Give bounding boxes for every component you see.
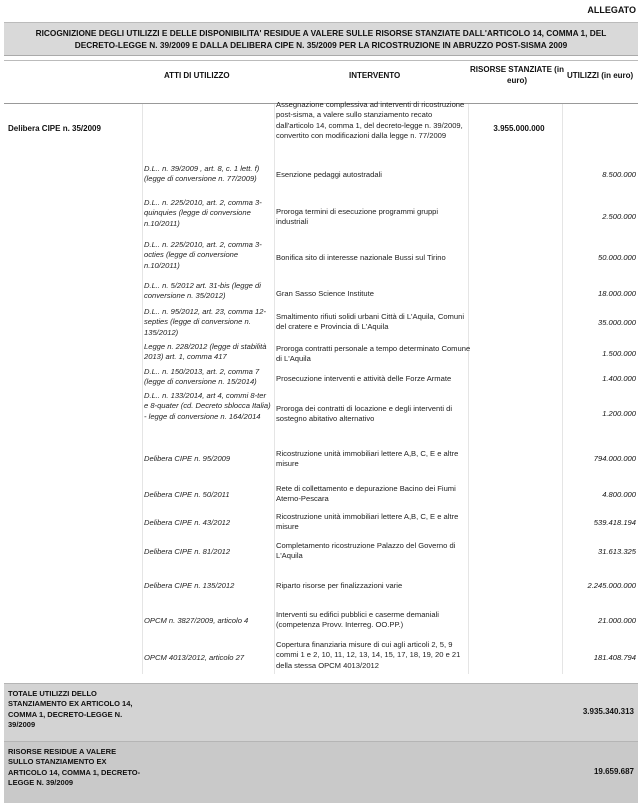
- row-utilizzi: 4.800.000: [602, 490, 636, 499]
- row-intervento: Esenzione pedaggi autostradali: [276, 170, 382, 179]
- row-utilizzi: 50.000.000: [597, 253, 636, 262]
- row-atti: D.L.. n. 150/2013, art. 2, comma 7 (legge di conversione n. 15/2014): [144, 367, 260, 387]
- row-intervento: Gran Sasso Science Institute: [276, 289, 374, 298]
- row-intervento: Ricostruzione unità immobiliari lettere A,B, C, E e altre misure: [276, 512, 459, 532]
- row-intervento: Smaltimento rifiuti solidi urbani Città di L'Aquila, Comuni del cratere e Provincia di L'Aquila: [276, 312, 465, 332]
- row-atti: D.L.. n. 225/2010, art. 2, comma 3-octies (legge di conversione n.10/2011): [144, 240, 262, 270]
- row-utilizzi: 181.408.794: [593, 653, 636, 662]
- row-atti: Delibera CIPE n. 43/2012: [144, 518, 231, 527]
- row-intervento: Riparto risorse per finalizzazioni varie: [276, 581, 403, 590]
- table-header: [4, 60, 638, 104]
- row-intervento: Rete di collettamento e depurazione Bacino dei Fiumi Aterno-Pescara: [276, 484, 456, 504]
- allegato-label: ALLEGATO: [587, 5, 636, 15]
- row-atti: D.L.. n. 133/2014, art 4, commi 8-ter e 8-quater (cd. Decreto sblocca Italia) - legge di conversione n. 164/2014: [144, 391, 271, 421]
- row-atti: Legge n. 228/2012 (legge di stabilità 2013) art. 1, comma 417: [144, 342, 267, 362]
- row-intervento: Prosecuzione interventi e attività delle Forze Armate: [276, 374, 452, 383]
- row-atti: Delibera CIPE n. 50/2011: [144, 490, 230, 499]
- row-utilizzi: 794.000.000: [593, 454, 636, 463]
- row-atti: OPCM n. 3827/2009, articolo 4: [144, 616, 249, 625]
- row-utilizzi: 35.000.000: [597, 318, 636, 327]
- row-atti: D.L.. n. 39/2009 , art. 8, c. 1 lett. f) (legge di conversione n. 77/2009): [144, 164, 260, 184]
- document-title: [4, 22, 638, 56]
- row-intervento: Interventi su edifici pubblici e caserme demaniali (competenza Provv. Interreg. OO.PP.): [276, 610, 439, 630]
- total-utilizzi-label: TOTALE UTILIZZI DELLO STANZIAMENTO EX ARTICOLO 14, COMMA 1, DECRETO-LEGGE N. 39/2009: [8, 689, 133, 730]
- row-atti: D.L.. n. 95/2012, art. 23, comma 12-septies (legge di conversione n. 135/2012): [144, 307, 266, 337]
- row-intervento: Completamento ricostruzione Palazzo del Governo di L'Aquila: [276, 541, 456, 561]
- header-utilizzi: UTILIZZI (in euro): [567, 71, 634, 80]
- row-intervento: Bonifica sito di interesse nazionale Bussi sul Tirino: [276, 253, 446, 262]
- row-utilizzi: 31.613.325: [597, 547, 636, 556]
- risorse-residue-row: [4, 741, 638, 803]
- row-utilizzi: 539.418.194: [593, 518, 636, 527]
- row-intervento: Proroga contratti personale a tempo determinato Comune di L'Aquila: [276, 344, 471, 364]
- row-atti: Delibera CIPE n. 81/2012: [144, 547, 231, 556]
- row-intervento: Proroga dei contratti di locazione e degli interventi di sostegno abitativo alternativo: [276, 404, 453, 424]
- row-utilizzi: 2.500.000: [602, 212, 636, 221]
- row-atti: OPCM 4013/2012, articolo 27: [144, 653, 245, 662]
- main-row-atti: Delibera CIPE n. 35/2009: [8, 124, 101, 133]
- row-atti: Delibera CIPE n. 135/2012: [144, 581, 235, 590]
- row-atti: D.L.. n. 225/2010, art. 2, comma 3-quinquies (legge di conversione n.10/2011): [144, 198, 262, 228]
- table-body: [4, 100, 638, 674]
- main-row-risorse: 3.955.000.000: [493, 124, 545, 133]
- header-intervento: INTERVENTO: [349, 71, 401, 80]
- row-atti: Delibera CIPE n. 95/2009: [144, 454, 231, 463]
- row-utilizzi: 18.000.000: [597, 289, 636, 298]
- row-utilizzi: 21.000.000: [597, 616, 636, 625]
- row-atti: D.L.. n. 5/2012 art. 31-bis (legge di conversione n. 35/2012): [144, 281, 261, 301]
- row-intervento: Copertura finanziaria misure di cui agli articoli 2, 5, 9 commi 1 e 2, 10, 11, 12, 13, 14, 15, 17, 18, 19, 20 e 21 della stessa OPCM 4013/2012: [276, 640, 461, 670]
- risorse-residue-value: 19.659.687: [593, 767, 634, 776]
- title-line-1: RICOGNIZIONE DEGLI UTILIZZI E DELLE DISPONIBILITA' RESIDUE A VALERE SULLE RISORSE STANZIATE DALL'ARTICOLO 14, COMMA 1, DEL: [35, 27, 607, 38]
- total-utilizzi-row: [4, 683, 638, 741]
- header-atti: ATTI DI UTILIZZO: [164, 71, 230, 80]
- total-utilizzi-value: 3.935.340.313: [582, 707, 634, 716]
- row-utilizzi: 1.400.000: [602, 374, 636, 383]
- row-intervento: Ricostruzione unità immobiliari lettere A,B, C, E e altre misure: [276, 449, 459, 469]
- row-utilizzi: 1.500.000: [602, 349, 636, 358]
- row-intervento: Proroga termini di esecuzione programmi gruppi industriali: [276, 207, 439, 227]
- row-utilizzi: 8.500.000: [602, 170, 636, 179]
- risorse-residue-label: RISORSE RESIDUE A VALERE SULLO STANZIAMENTO EX ARTICOLO 14, COMMA 1, DECRETO-LEGGE N. 39/2009: [8, 747, 141, 788]
- header-risorse: RISORSE STANZIATE (in euro): [470, 65, 564, 85]
- row-utilizzi: 1.200.000: [602, 409, 636, 418]
- row-utilizzi: 2.245.000.000: [587, 581, 636, 590]
- title-line-2: DECRETO-LEGGE N. 39/2009 E DALLA DELIBERA CIPE N. 35/2009 PER LA RICOSTRUZIONE IN ABRUZZO POST-SISMA 2009: [74, 40, 568, 50]
- main-row-intervento: Assegnazione complessiva ad interventi di ricostruzione post-sisma, a valere sullo stanziamento recato dall'articolo 14, comma 1, del decreto-legge n. 39/2009, convertito con modificazioni dalla legge n. 77/2009: [276, 100, 465, 140]
